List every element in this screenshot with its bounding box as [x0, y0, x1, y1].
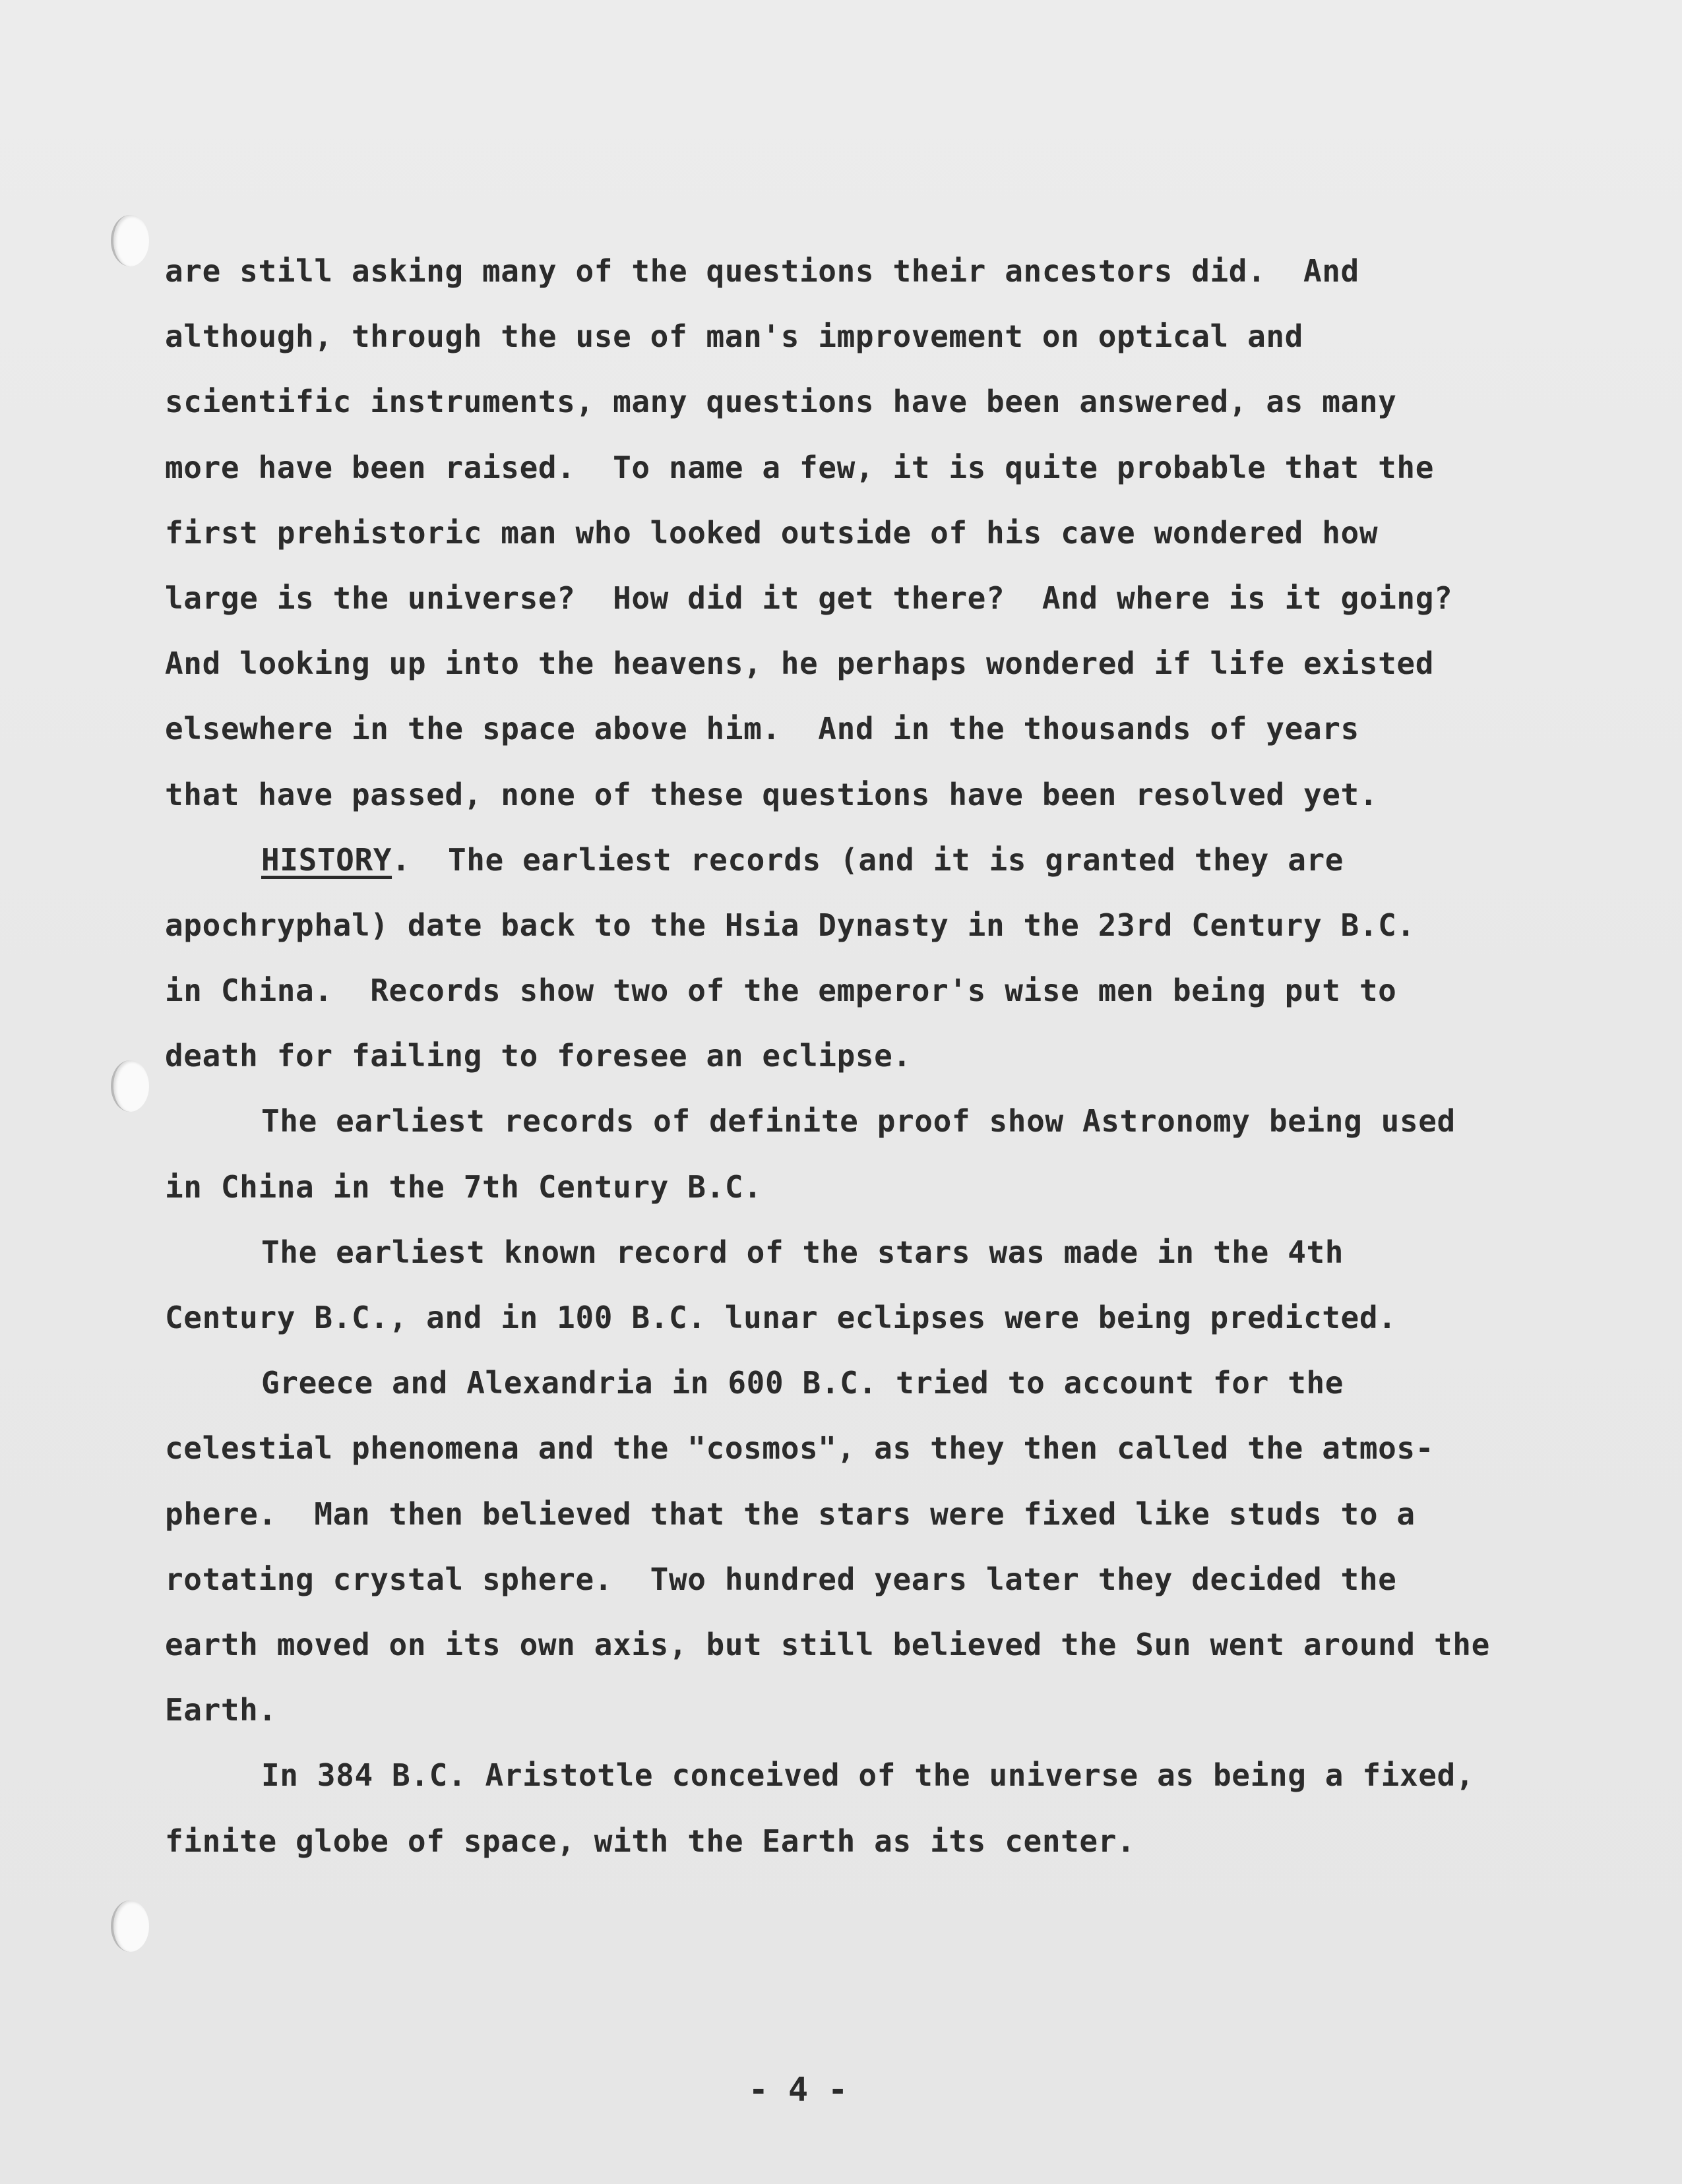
text-line: phere. Man then believed that the stars were fixed like studs to a [165, 1496, 1416, 1532]
text-line: And looking up into the heavens, he perhaps wondered if life existed [165, 646, 1435, 682]
text-line: more have been raised. To name a few, it is quite probable that the [165, 449, 1435, 485]
page-number: - 4 - [748, 2071, 848, 2109]
history-heading: HISTORY [261, 841, 392, 878]
text-line: are still asking many of the questions their ancestors did. And [165, 253, 1359, 289]
history-paragraph-start [165, 828, 1576, 893]
text-line: in China in the 7th Century B.C. [165, 1168, 763, 1205]
text-line: in China. Records show two of the emperor's wise men being put to [165, 973, 1397, 1009]
text-line: Earth. [165, 1692, 277, 1728]
text-line: apochryphal) date back to the Hsia Dynasty in the 23rd Century B.C. [165, 907, 1416, 943]
binder-hole [111, 215, 149, 266]
text-line: first prehistoric man who looked outside of his cave wondered how [165, 514, 1379, 551]
text-line: finite globe of space, with the Earth as its center. [165, 1823, 1136, 1859]
text-line: Greece and Alexandria in 600 B.C. tried to account for the [261, 1365, 1344, 1401]
text-line: that have passed, none of these questions have been resolved yet. [165, 776, 1379, 812]
text-line: although, through the use of man's improvement on optical and [165, 318, 1303, 355]
text-line: The earliest known record of the stars was made in the 4th [261, 1234, 1344, 1270]
text-line: rotating crystal sphere. Two hundred years later they decided the [165, 1561, 1397, 1597]
binder-hole [111, 1060, 149, 1112]
text-line: Century B.C., and in 100 B.C. lunar eclipses were being predicted. [165, 1300, 1397, 1335]
body-text [165, 239, 1576, 1874]
text-line: large is the universe? How did it get there? And where is it going? [165, 580, 1453, 616]
binder-hole [111, 1900, 149, 1952]
text-line: death for failing to foresee an eclipse. [165, 1038, 912, 1074]
text-line: scientific instruments, many questions have been answered, as many [165, 384, 1397, 420]
text-line: elsewhere in the space above him. And in the thousands of years [165, 711, 1359, 747]
text-line: earth moved on its own axis, but still believed the Sun went around the [165, 1626, 1490, 1662]
text-line: In 384 B.C. Aristotle conceived of the universe as being a fixed, [261, 1757, 1475, 1794]
text-line: The earliest records of definite proof show Astronomy being used [261, 1103, 1456, 1139]
text-line: . The earliest records (and it is granted they are [392, 841, 1344, 878]
text-line: celestial phenomena and the "cosmos", as they then called the atmos- [165, 1430, 1435, 1467]
